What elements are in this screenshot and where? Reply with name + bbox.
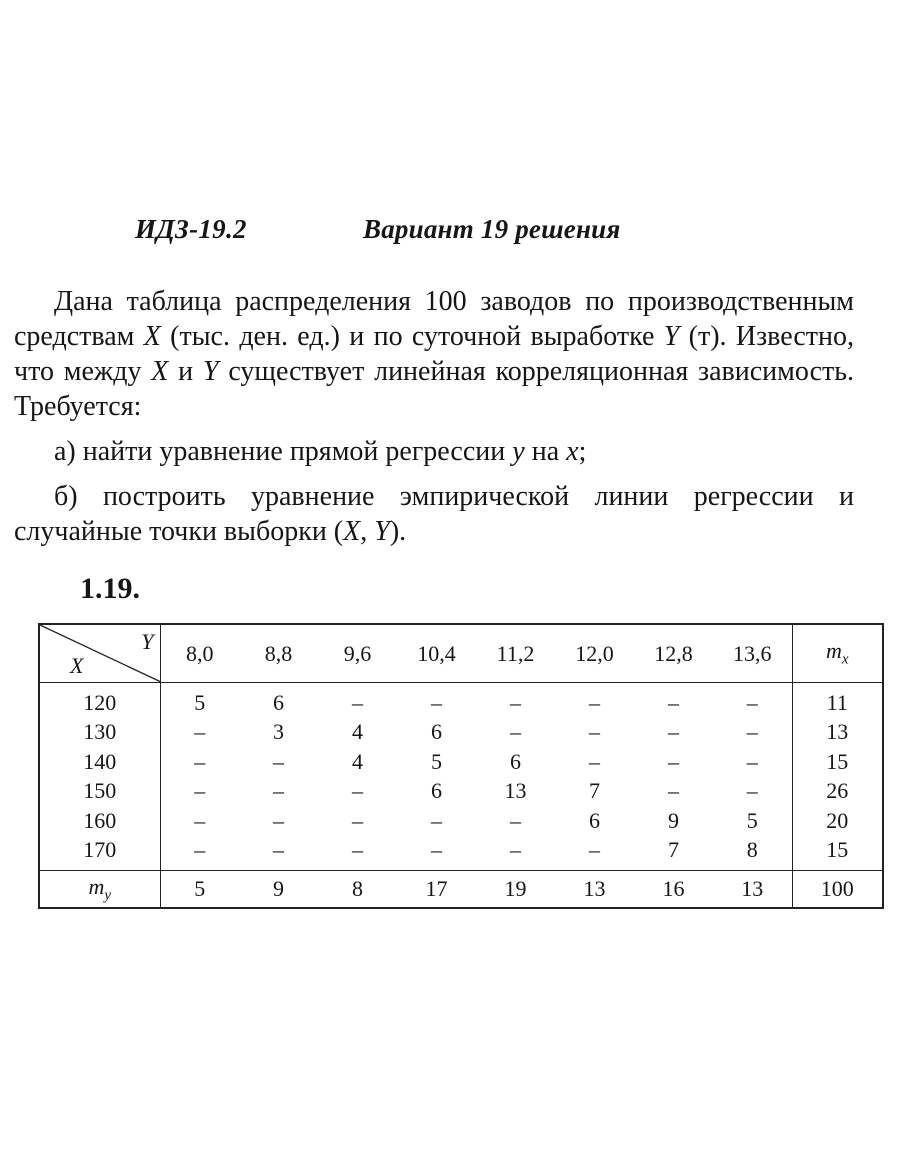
frequency-cell: 6 xyxy=(273,689,284,715)
y-value-header: 11,2 xyxy=(476,624,555,683)
distribution-table-container xyxy=(38,623,882,909)
frequency-cell: – xyxy=(746,748,758,774)
frequency-cell: – xyxy=(194,837,206,863)
task-b-paragraph: б) построить уравнение эмпирической линии регрессии и случайные точки выборки (X, Y). xyxy=(14,481,854,547)
frequency-cell: – xyxy=(510,807,521,833)
corner-y-label: Y xyxy=(141,629,154,654)
table-header-row xyxy=(39,624,883,683)
frequency-cell: 4 xyxy=(352,719,363,745)
frequency-cell: 7 xyxy=(589,778,600,804)
frequency-cell: – xyxy=(746,778,758,804)
frequency-cell: 6 xyxy=(431,719,442,745)
frequency-cell: – xyxy=(352,689,363,715)
y-value-header: 10,4 xyxy=(397,624,476,683)
frequency-cell: 5 xyxy=(431,748,442,774)
y-value-header: 12,8 xyxy=(634,624,713,683)
frequency-cell: – xyxy=(746,689,758,715)
frequency-cell: 4 xyxy=(352,748,363,774)
table-row xyxy=(39,718,883,748)
frequency-cell: – xyxy=(194,748,206,774)
problem-intro-paragraph: Дана таблица распределения 100 заводов по производственным средствам X (тыс. ден. ед.) и по суточной выработке Y (т). Известно, что между X и Y существует линейная корреляционная зависимость. Требуется: xyxy=(14,286,854,422)
table-corner-cell xyxy=(39,624,160,683)
table-row xyxy=(39,747,883,777)
frequency-cell: – xyxy=(194,719,206,745)
x-value-cell: 160 xyxy=(39,806,160,836)
x-value-cell: 140 xyxy=(39,747,160,777)
table-row xyxy=(39,806,883,836)
mx-cell: 20 xyxy=(792,806,883,836)
mx-cell: 11 xyxy=(792,683,883,718)
my-total-cell: 17 xyxy=(397,871,476,909)
frequency-cell: – xyxy=(194,778,206,804)
frequency-cell: 3 xyxy=(273,719,284,745)
my-total-cell: 5 xyxy=(160,871,239,909)
frequency-cell: – xyxy=(431,807,442,833)
mx-cell: 26 xyxy=(792,777,883,807)
corner-x-label: X xyxy=(70,653,84,678)
frequency-cell: 6 xyxy=(510,748,521,774)
table-body xyxy=(39,683,883,871)
y-value-header: 8,0 xyxy=(160,624,239,683)
frequency-cell: 7 xyxy=(668,837,679,863)
x-value-cell: 150 xyxy=(39,777,160,807)
task-number: 1.19. xyxy=(80,572,140,605)
frequency-cell: – xyxy=(668,778,679,804)
frequency-cell: 6 xyxy=(589,807,600,833)
frequency-cell: 9 xyxy=(668,807,679,833)
table-row xyxy=(39,777,883,807)
frequency-cell: – xyxy=(352,778,363,804)
totals-row xyxy=(39,871,883,909)
frequency-cell: 8 xyxy=(746,837,758,863)
mx-cell: 15 xyxy=(792,747,883,777)
frequency-cell: 5 xyxy=(194,689,206,715)
task-a-paragraph: а) найти уравнение прямой регрессии y на x; xyxy=(54,436,587,467)
frequency-cell: 6 xyxy=(431,778,442,804)
mx-cell: 13 xyxy=(792,718,883,748)
variant-title: Вариант 19 решения xyxy=(363,214,621,244)
frequency-cell: 5 xyxy=(746,807,758,833)
problem-statement xyxy=(14,284,854,549)
my-label: $m_y$ xyxy=(39,871,160,909)
my-total-cell: 9 xyxy=(239,871,318,909)
frequency-cell: – xyxy=(510,837,521,863)
frequency-cell: – xyxy=(668,689,679,715)
distribution-table xyxy=(38,623,884,909)
grand-total-cell: 100 xyxy=(792,871,883,909)
y-value-header: 13,6 xyxy=(713,624,792,683)
frequency-cell: – xyxy=(194,807,206,833)
assignment-id: ИДЗ-19.2 xyxy=(135,214,247,244)
x-value-cell: 120 xyxy=(39,683,160,718)
frequency-cell: – xyxy=(273,807,284,833)
my-total-cell: 16 xyxy=(634,871,713,909)
document-header xyxy=(0,214,910,254)
frequency-cell: – xyxy=(273,778,284,804)
frequency-cell: – xyxy=(746,719,758,745)
x-value-cell: 170 xyxy=(39,836,160,871)
mx-cell: 15 xyxy=(792,836,883,871)
frequency-cell: – xyxy=(431,837,442,863)
y-value-header: 12,0 xyxy=(555,624,634,683)
table-row xyxy=(39,683,883,718)
frequency-cell: 13 xyxy=(504,778,527,804)
frequency-cell: – xyxy=(668,748,679,774)
y-value-header: 8,8 xyxy=(239,624,318,683)
my-total-cell: 8 xyxy=(318,871,397,909)
frequency-cell: – xyxy=(589,719,600,745)
x-value-cell: 130 xyxy=(39,718,160,748)
table-row xyxy=(39,836,883,871)
mx-header: $m_x$ xyxy=(792,624,883,683)
frequency-cell: – xyxy=(273,748,284,774)
frequency-cell: – xyxy=(352,807,363,833)
y-value-header: 9,6 xyxy=(318,624,397,683)
my-total-cell: 19 xyxy=(476,871,555,909)
frequency-cell: – xyxy=(668,719,679,745)
frequency-cell: – xyxy=(431,689,442,715)
my-total-cell: 13 xyxy=(713,871,792,909)
frequency-cell: – xyxy=(589,689,600,715)
frequency-cell: – xyxy=(352,837,363,863)
frequency-cell: – xyxy=(510,689,521,715)
frequency-cell: – xyxy=(589,837,600,863)
frequency-cell: – xyxy=(589,748,600,774)
my-total-cell: 13 xyxy=(555,871,634,909)
frequency-cell: – xyxy=(510,719,521,745)
frequency-cell: – xyxy=(273,837,284,863)
